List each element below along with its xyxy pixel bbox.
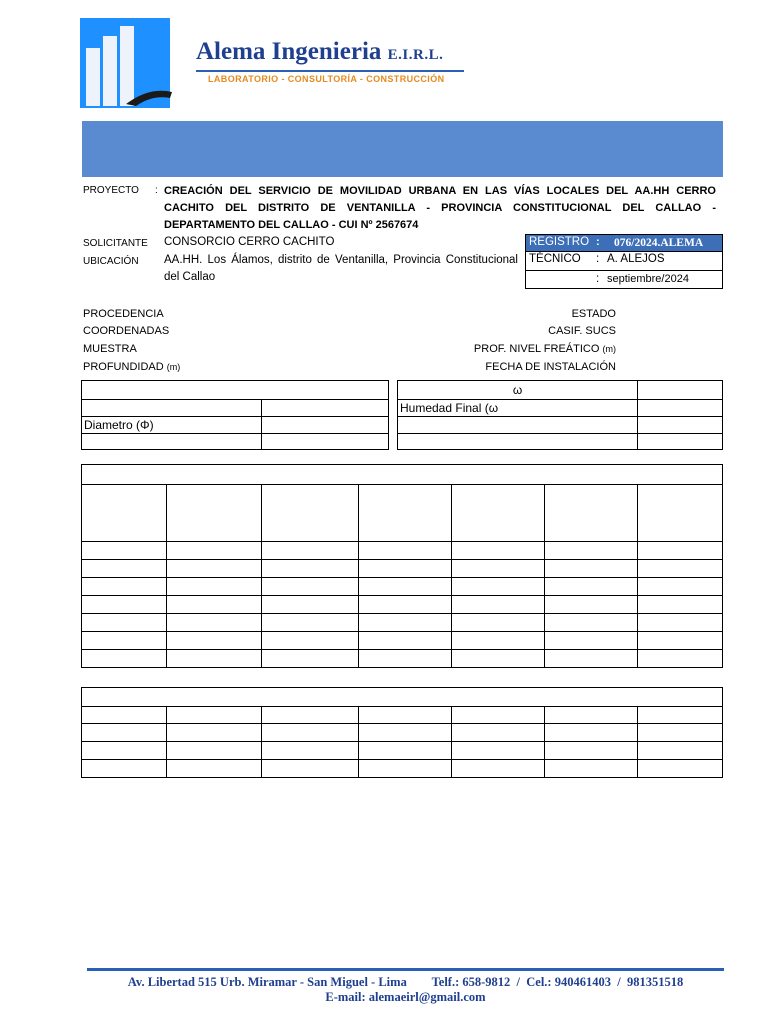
procedencia-label: PROCEDENCIA xyxy=(83,308,164,320)
brand-suffix: E.I.R.L. xyxy=(387,47,444,63)
table-header-cell xyxy=(262,485,359,542)
prof-nivel-unit: (m) xyxy=(602,344,616,354)
omega-header: ω xyxy=(398,381,638,400)
table-header-cell xyxy=(167,485,262,542)
table-cell xyxy=(82,381,389,400)
humedad-final-label: Humedad Final (ω xyxy=(398,400,638,417)
table-header-cell xyxy=(638,485,723,542)
brand-underline xyxy=(196,70,464,72)
table-header-cell xyxy=(452,485,545,542)
table-cell xyxy=(82,434,262,450)
table-header-cell xyxy=(82,485,167,542)
table-row xyxy=(82,614,723,632)
fecha-value: septiembre/2024 xyxy=(607,273,689,285)
proyecto-label: PROYECTO xyxy=(83,185,139,196)
registro-label: REGISTRO xyxy=(529,236,590,248)
tecnico-value: A. ALEJOS xyxy=(607,253,665,265)
tecnico-label: TÉCNICO xyxy=(529,253,581,265)
table-row xyxy=(82,742,723,760)
table-header-cell xyxy=(545,485,638,542)
table-row xyxy=(82,707,723,724)
solicitante-label: SOLICITANTE xyxy=(83,238,148,249)
table-title-row xyxy=(82,688,723,707)
proyecto-colon: : xyxy=(155,185,158,196)
table-cell xyxy=(638,434,723,450)
humedad-table xyxy=(397,380,723,450)
footer-address: Av. Libertad 515 Urb. Miramar - San Miguel - Lima Telf.: 658-9812 / Cel.: 940461403 / 981351518 xyxy=(127,975,684,989)
registro-value: 076/2024.ALEMA xyxy=(614,237,704,249)
table-cell xyxy=(638,381,723,400)
footer-divider xyxy=(87,968,724,971)
registro-row xyxy=(526,235,722,251)
table-header-cell xyxy=(359,485,452,542)
table-cell xyxy=(262,417,389,434)
fecha-divider xyxy=(526,270,722,271)
fecha-instalacion-label: FECHA DE INSTALACIÓN xyxy=(485,361,616,373)
registro-colon: : xyxy=(596,236,600,248)
building-bars-logo-icon xyxy=(78,18,178,110)
brand-name: Alema Ingenieria xyxy=(196,38,382,65)
registro-divider xyxy=(526,251,722,252)
prof-nivel-text: PROF. NIVEL FREÁTICO xyxy=(473,343,600,355)
tecnico-colon: : xyxy=(596,253,600,265)
table-cell xyxy=(398,417,638,434)
table-title-row xyxy=(82,465,723,485)
table-cell xyxy=(638,417,723,434)
fecha-colon: : xyxy=(596,273,600,285)
diametro-label: Diametro (Φ) xyxy=(82,417,262,434)
company-name xyxy=(196,38,443,66)
company-logo xyxy=(78,18,178,110)
casif-sucs-label: CASIF. SUCS xyxy=(548,325,616,337)
table-cell xyxy=(398,434,638,450)
profundidad-label xyxy=(83,361,180,373)
footer-email: E-mail: alemaeirl@gmail.com xyxy=(325,990,486,1004)
table-cell xyxy=(262,434,389,450)
summary-table xyxy=(81,687,723,778)
company-tagline: LABORATORIO - CONSULTORÍA - CONSTRUCCIÓN xyxy=(208,74,445,84)
prof-nivel-label xyxy=(400,343,616,355)
proyecto-value: CREACIÓN DEL SERVICIO DE MOVILIDAD URBANA EN LAS VÍAS LOCALES DEL AA.HH CERRO CACHITO DEL DISTRITO DE VENTANILLA - PROVINCIA CONSTITUCIONAL DEL CALLAO - DEPARTAMENTO DEL CALLAO - CUI Nº 2567674 xyxy=(164,185,716,231)
table-row xyxy=(82,760,723,778)
table-row xyxy=(82,632,723,650)
table-row xyxy=(82,596,723,614)
ubicacion-value: AA.HH. Los Álamos, distrito de Ventanilla, Provincia Constitucional del Callao xyxy=(164,254,518,283)
ubicacion-label: UBICACIÓN xyxy=(83,256,139,267)
table-row xyxy=(82,560,723,578)
diametro-table xyxy=(81,380,389,450)
table-cell xyxy=(82,400,262,417)
table-row xyxy=(82,578,723,596)
main-data-table xyxy=(81,464,723,668)
muestra-label: MUESTRA xyxy=(83,343,137,355)
table-cell xyxy=(262,400,389,417)
solicitante-value: CONSORCIO CERRO CACHITO xyxy=(164,236,335,248)
table-row xyxy=(82,542,723,560)
table-row xyxy=(82,650,723,668)
coordenadas-label: COORDENADAS xyxy=(83,325,170,337)
title-banner xyxy=(82,121,723,177)
estado-label: ESTADO xyxy=(571,308,616,320)
profundidad-unit: (m) xyxy=(166,362,181,372)
profundidad-text: PROFUNDIDAD xyxy=(83,361,164,373)
table-cell xyxy=(638,400,723,417)
table-row xyxy=(82,724,723,742)
